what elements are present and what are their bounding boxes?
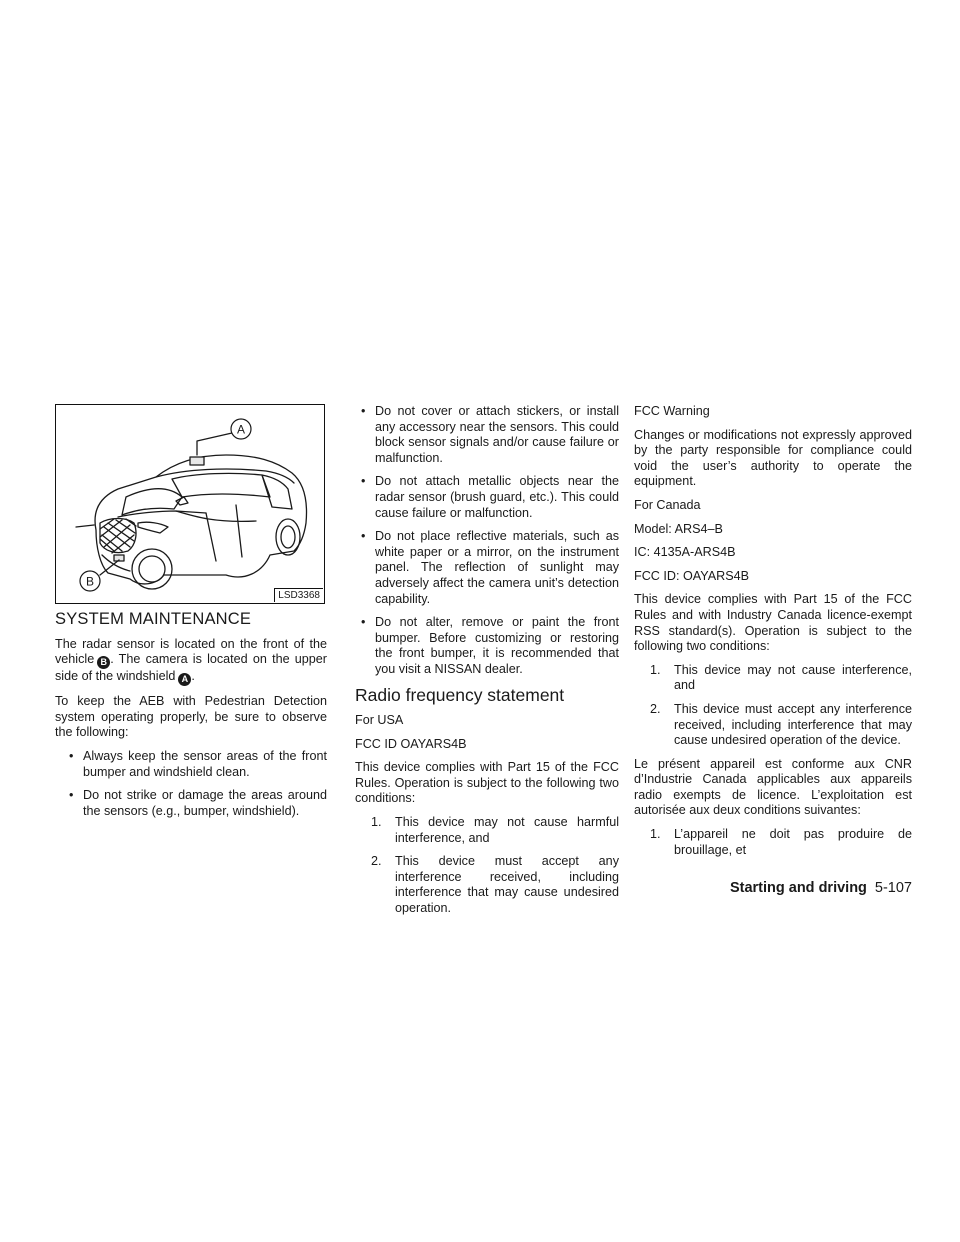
- condition-item: 1. This device may not cause interference, and: [650, 662, 912, 693]
- column-2: [355, 404, 619, 925]
- vehicle-sensor-figure: [55, 404, 325, 604]
- callout-b: [80, 571, 100, 591]
- marker-b: B: [97, 656, 110, 669]
- ic-number: IC: 4135A-ARS4B: [634, 545, 736, 560]
- svg-text:B: B: [85, 574, 95, 589]
- fcc-warning-title: FCC Warning: [634, 404, 710, 418]
- fcc-id-canada: FCC ID: OAYARS4B: [634, 568, 749, 583]
- paragraph-sensor-location: The radar sensor is located on the front of the vehicle B . The camera is located on the upper side of the windshield A .: [55, 636, 327, 685]
- svg-text:A: A: [236, 422, 246, 437]
- model-number: Model: ARS4–B: [634, 521, 723, 536]
- condition-item: 1. This device may not cause harmful interference, and: [371, 815, 619, 845]
- condition-item: 1. L’appareil ne doit pas produire de brouillage, et: [650, 827, 912, 857]
- column-1: [55, 404, 327, 827]
- radio-heading: Radio frequency statement: [355, 684, 565, 705]
- section-heading: SYSTEM MAINTENANCE: [55, 610, 252, 628]
- marker-a: A: [178, 673, 191, 686]
- figure-code: LSD3368: [274, 588, 323, 602]
- canada-label: For Canada: [634, 497, 701, 512]
- canada-statement: This device complies with Part 15 of the FCC Rules and with Industry Canada licence-exempt RSS standard(s). Operation is subject to the following two conditions:: [634, 592, 912, 654]
- chapter-title: Starting and driving: [729, 880, 867, 896]
- page-footer: [730, 880, 912, 896]
- usa-label: For USA: [355, 713, 404, 728]
- bullet-item: • Do not place reflective materials, such as white paper or a mirror, on the instrument panel. The reflection of sunlight may adversely affect the camera unit’s detection capability.: [355, 529, 619, 607]
- bullet-item: • Do not alter, remove or paint the front bumper. Before customizing or restoring the front bumper, it is recommended that you visit a NISSAN dealer.: [355, 615, 619, 677]
- page-number: 5-107: [874, 880, 912, 896]
- maintenance-bullets-2: [355, 404, 619, 678]
- vehicle-illustration: [56, 405, 324, 603]
- fcc-warning-text: Changes or modifications not expressly approved by the party responsible for compliance could void the user’s authority to operate the equipment.: [634, 427, 912, 489]
- column-3: [634, 404, 912, 866]
- fcc-id-usa: FCC ID OAYARS4B: [355, 736, 467, 751]
- paragraph-observe: To keep the AEB with Pedestrian Detection system operating properly, be sure to observe the following:: [55, 694, 327, 740]
- callout-a: [231, 419, 251, 439]
- french-statement: Le présent appareil est conforme aux CNR d’Industrie Canada applicables aux appareils radio exempts de licence. L’exploitation est autorisée aux deux conditions suivantes:: [634, 756, 912, 818]
- condition-item: 2. This device must accept any interference received, including interference that may cause undesired operation of the device.: [650, 701, 912, 748]
- usa-conditions: [355, 815, 619, 917]
- bullet-item: • Always keep the sensor areas of the front bumper and windshield clean.: [63, 749, 327, 780]
- bullet-item: • Do not strike or damage the areas around the sensors (e.g., bumper, windshield).: [63, 788, 327, 819]
- condition-item: 2. This device must accept any interference received, including interference that may cause undesired operation.: [371, 854, 619, 916]
- french-conditions: [634, 827, 912, 858]
- usa-statement: This device complies with Part 15 of the FCC Rules. Operation is subject to the following two conditions:: [355, 760, 619, 806]
- bullet-item: • Do not attach metallic objects near the radar sensor (brush guard, etc.). This could cause failure or malfunction.: [355, 474, 619, 521]
- bullet-item: • Do not cover or attach stickers, or install any accessory near the sensors. This could block sensor signals and/or cause failure or malfunction.: [355, 404, 619, 466]
- canada-conditions: [634, 663, 912, 749]
- maintenance-bullets-1: [55, 749, 327, 819]
